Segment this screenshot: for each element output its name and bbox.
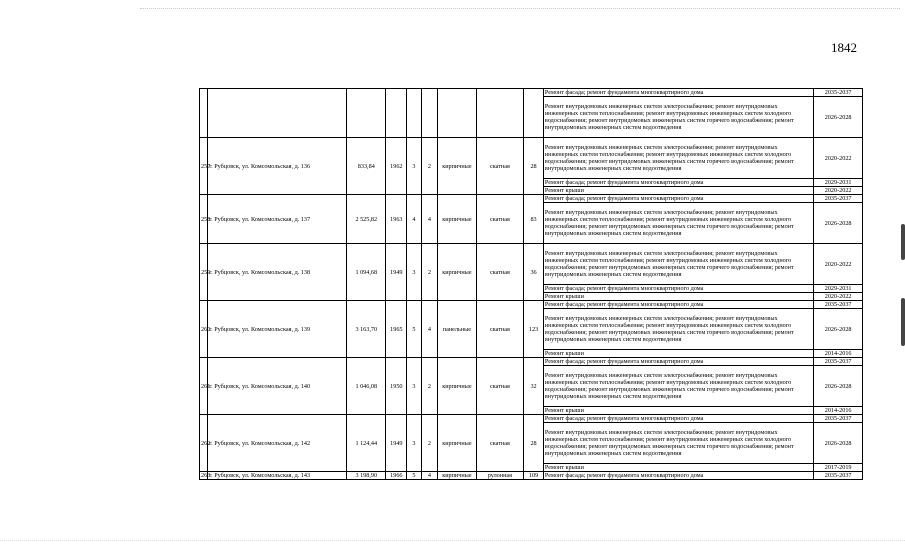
house-area: 1 124,44: [347, 415, 386, 472]
floors-count: 3: [407, 415, 422, 472]
table-row: [200, 301, 863, 309]
wall-material: панельные: [438, 301, 476, 358]
work-period: 2035-2037: [814, 301, 863, 309]
roof-type: скатная: [476, 358, 524, 415]
house-address: г. Рубцовск, ул. Комсомольская, д. 136: [208, 138, 347, 195]
work-description: Ремонт крыши: [543, 407, 813, 415]
house-number: 259: [200, 244, 208, 301]
floors-count: 3: [407, 138, 422, 195]
entrances-count: 2: [421, 244, 438, 301]
build-year: 1966: [386, 472, 407, 480]
roof-type: [476, 89, 524, 138]
entrances-count: 4: [421, 472, 438, 480]
roof-type: скатная: [476, 415, 524, 472]
work-period: 2014-2016: [814, 407, 863, 415]
wall-material: кирпичные: [438, 244, 476, 301]
wall-material: кирпичные: [438, 358, 476, 415]
work-description: Ремонт крыши: [543, 293, 813, 301]
work-period: 2029-2031: [814, 179, 863, 187]
house-address: г. Рубцовск, ул. Комсомольская, д. 142: [208, 415, 347, 472]
build-year: 1949: [386, 415, 407, 472]
wall-material: кирпичные: [438, 138, 476, 195]
apartments-count: 28: [524, 415, 544, 472]
scan-bottom-edge: [0, 540, 905, 542]
apartments-count: 28: [524, 138, 544, 195]
apartments-count: 123: [524, 301, 544, 358]
work-period: 2035-2037: [814, 472, 863, 480]
binding-mark-upper: [901, 224, 905, 260]
floors-count: 5: [407, 472, 422, 480]
wall-material: кирпичные: [438, 472, 476, 480]
apartments-count: 83: [524, 195, 544, 244]
work-description: Ремонт фасада; ремонт фундамента многоквартирного дома: [543, 358, 813, 366]
table-row: [200, 244, 863, 285]
house-area: 833,84: [347, 138, 386, 195]
work-description: Ремонт внутридомовых инженерных систем электроснабжения; ремонт внутридомовых инженерных систем теплоснабжения; ремонт внутридомовых инженерных систем холодного водоснабжения; ремонт внутридомовых инженерных систем горячего водоснабжения; ремонт внутридомовых инженерных систем водоотведения: [543, 423, 813, 464]
apartments-count: 36: [524, 244, 544, 301]
build-year: 1965: [386, 301, 407, 358]
house-number: 263: [201, 472, 211, 479]
table-row: [200, 472, 863, 480]
work-description: Ремонт фасада; ремонт фундамента многоквартирного дома: [543, 301, 813, 309]
house-area: [347, 89, 386, 138]
work-description: Ремонт внутридомовых инженерных систем электроснабжения; ремонт внутридомовых инженерных систем теплоснабжения; ремонт внутридомовых инженерных систем холодного водоснабжения; ремонт внутридомовых инженерных систем горячего водоснабжения; ремонт внутридомовых инженерных систем водоотведения: [543, 366, 813, 407]
house-number: 261: [200, 358, 208, 415]
page-number: 1842: [831, 40, 857, 55]
roof-type: рулонная: [476, 472, 524, 480]
table-row: [200, 358, 863, 366]
work-description: Ремонт фасада; ремонт фундамента многоквартирного дома: [543, 285, 813, 293]
work-period: 2035-2037: [814, 195, 863, 203]
house-area: 3 198,90: [347, 472, 386, 480]
wall-material: кирпичные: [438, 195, 476, 244]
house-number: 262: [200, 415, 208, 472]
house-area: 2 525,82: [347, 195, 386, 244]
work-description: Ремонт фасада; ремонт фундамента многоквартирного дома: [543, 415, 813, 423]
table-row: [200, 415, 863, 423]
entrances-count: 4: [421, 301, 438, 358]
work-period: 2020-2022: [814, 187, 863, 195]
work-description: Ремонт фасада; ремонт фундамента многоквартирного дома: [543, 89, 813, 97]
work-description: Ремонт внутридомовых инженерных систем электроснабжения; ремонт внутридомовых инженерных систем теплоснабжения; ремонт внутридомовых инженерных систем холодного водоснабжения; ремонт внутридомовых инженерных систем горячего водоснабжения; ремонт внутридомовых инженерных систем водоотведения: [543, 309, 813, 350]
build-year: 1950: [386, 358, 407, 415]
scan-top-edge: [140, 8, 900, 10]
work-period: 2017-2019: [814, 464, 863, 472]
work-description: Ремонт внутридомовых инженерных систем электроснабжения; ремонт внутридомовых инженерных систем теплоснабжения; ремонт внутридомовых инженерных систем холодного водоснабжения; ремонт внутридомовых инженерных систем горячего водоснабжения; ремонт внутридомовых инженерных систем водоотведения: [543, 203, 813, 244]
work-period: 2020-2022: [814, 293, 863, 301]
entrances-count: 2: [421, 138, 438, 195]
work-period: 2026-2028: [814, 97, 863, 138]
wall-material: [438, 89, 476, 138]
house-area: 1 094,68: [347, 244, 386, 301]
house-number: 258: [200, 195, 208, 244]
house-address: [208, 89, 347, 138]
entrances-count: 4: [421, 195, 438, 244]
floors-count: 3: [407, 358, 422, 415]
build-year: 1962: [386, 138, 407, 195]
house-address: г. Рубцовск, ул. Комсомольская, д. 139: [208, 301, 347, 358]
work-period: 2035-2037: [814, 358, 863, 366]
wall-material: кирпичные: [438, 415, 476, 472]
build-year: [386, 89, 407, 138]
roof-type: скатная: [476, 301, 524, 358]
house-number: 260: [200, 301, 208, 358]
apartments-count: 32: [524, 358, 544, 415]
binding-mark-lower: [901, 298, 905, 346]
work-description: Ремонт крыши: [543, 350, 813, 358]
work-description: Ремонт фасада; ремонт фундамента многоквартирного дома: [543, 472, 813, 480]
house-number: 257: [200, 138, 208, 195]
table-row: [200, 195, 863, 203]
house-area: 1 046,08: [347, 358, 386, 415]
work-description: Ремонт крыши: [543, 464, 813, 472]
work-period: 2026-2028: [814, 423, 863, 464]
work-period: 2014-2016: [814, 350, 863, 358]
entrances-count: 2: [421, 415, 438, 472]
table-row: [200, 138, 863, 179]
floors-count: 3: [407, 244, 422, 301]
work-description: Ремонт внутридомовых инженерных систем электроснабжения; ремонт внутридомовых инженерных систем теплоснабжения; ремонт внутридомовых инженерных систем холодного водоснабжения; ремонт внутридомовых инженерных систем горячего водоснабжения; ремонт внутридомовых инженерных систем водоотведения: [543, 97, 813, 138]
apartments-count: [524, 89, 544, 138]
roof-type: скатная: [476, 244, 524, 301]
work-description: Ремонт крыши: [543, 187, 813, 195]
work-period: 2029-2031: [814, 285, 863, 293]
work-description: Ремонт фасада; ремонт фундамента многоквартирного дома: [543, 179, 813, 187]
house-address: г. Рубцовск, ул. Комсомольская, д. 138: [208, 244, 347, 301]
work-period: 2020-2022: [814, 244, 863, 285]
roof-type: скатная: [476, 195, 524, 244]
work-period: 2020-2022: [814, 138, 863, 179]
floors-count: [407, 89, 422, 138]
work-period: 2026-2028: [814, 309, 863, 350]
house-address: г. Рубцовск, ул. Комсомольская, д. 143: [208, 472, 347, 480]
work-period: 2035-2037: [814, 415, 863, 423]
work-period: 2026-2028: [814, 366, 863, 407]
house-address: г. Рубцовск, ул. Комсомольская, д. 137: [208, 195, 347, 244]
repair-schedule-table: [199, 88, 863, 480]
roof-type: скатная: [476, 138, 524, 195]
entrances-count: [421, 89, 438, 138]
apartments-count: 109: [524, 472, 544, 480]
build-year: 1949: [386, 244, 407, 301]
house-area: 3 163,70: [347, 301, 386, 358]
floors-count: 5: [407, 301, 422, 358]
work-period: 2026-2028: [814, 203, 863, 244]
build-year: 1963: [386, 195, 407, 244]
work-period: 2035-2037: [814, 89, 863, 97]
work-description: Ремонт внутридомовых инженерных систем электроснабжения; ремонт внутридомовых инженерных систем теплоснабжения; ремонт внутридомовых инженерных систем холодного водоснабжения; ремонт внутридомовых инженерных систем горячего водоснабжения; ремонт внутридомовых инженерных систем водоотведения: [543, 244, 813, 285]
floors-count: 4: [407, 195, 422, 244]
work-description: Ремонт внутридомовых инженерных систем электроснабжения; ремонт внутридомовых инженерных систем теплоснабжения; ремонт внутридомовых инженерных систем холодного водоснабжения; ремонт внутридомовых инженерных систем горячего водоснабжения; ремонт внутридомовых инженерных систем водоотведения: [543, 138, 813, 179]
table-row: [200, 89, 863, 97]
work-description: Ремонт фасада; ремонт фундамента многоквартирного дома: [543, 195, 813, 203]
house-address: г. Рубцовск, ул. Комсомольская, д. 140: [208, 358, 347, 415]
entrances-count: 2: [421, 358, 438, 415]
house-number: [200, 89, 208, 138]
